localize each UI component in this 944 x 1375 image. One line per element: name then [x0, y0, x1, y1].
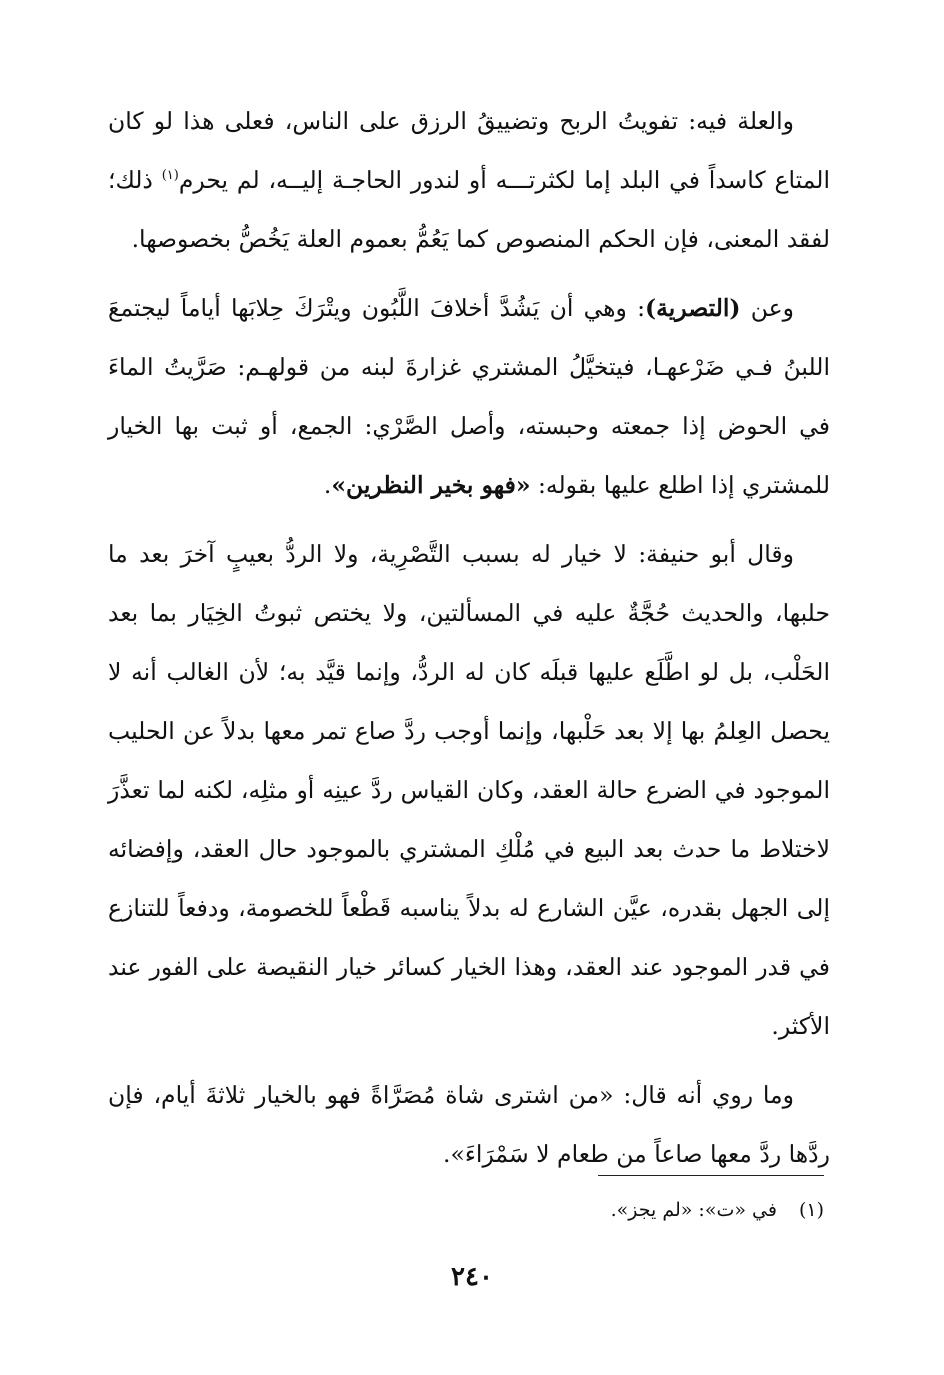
- paragraph-1-text: والعلة فيه: تفويتُ الربح وتضييقُ الرزق على الناس، فعلى هذا لو كان المتاع كاسداً في البلد إما لكثرتـــه أو لندور الحاجـة إليــه، لم يحرم: [108, 107, 830, 194]
- paragraph-2: [108, 279, 830, 515]
- paragraph-1-text-after: ذلك؛ لفقد المعنى، فإن الحكم المنصوص كما يَعُمُّ بعموم العلة يَخُصُّ بخصوصها.: [108, 166, 830, 253]
- footnote-reference: (١): [161, 168, 179, 184]
- footnote: [104, 1195, 824, 1225]
- footnote-number: (١): [798, 1199, 824, 1221]
- footnote-text: في «ت»: «لم يجز».: [610, 1199, 777, 1221]
- main-text: [108, 92, 830, 1184]
- paragraph-1: [108, 92, 830, 269]
- paragraph-2-text-after: .: [323, 471, 332, 499]
- page-number: ٢٤٠: [451, 1262, 493, 1292]
- hadith-quote: «فهو بخير النظرين»: [331, 471, 531, 499]
- paragraph-2-text: : وهي أن يَشُدَّ أخلافَ اللَّبُون ويتْرَكَ حِلابَها أياماً ليجتمعَ اللبنُ فـي ضَرْعهـا، فيتخيَّلُ المشتري غزارةَ لبنه من قولهـم: صَرَّيتُ الماءَ في الحوض إذا جمعته وحبسته، وأصل الصَّرْي: الجمع، أو ثبت بها الخيار للمشتري إذا اطلع عليها بقوله:: [108, 294, 830, 499]
- paragraph-3: [108, 525, 830, 1056]
- paragraph-4-text: وما روي أنه قال: «من اشترى شاة مُصَرَّاةً فهو بالخيار ثلاثةَ أيام، فإن ردَّها ردَّ معها صاعاً من طعام لا سَمْرَاءَ».: [108, 1081, 830, 1168]
- footnote-divider: [598, 1175, 824, 1176]
- term-heading: (التصرية): [645, 294, 741, 322]
- paragraph-3-text: وقال أبو حنيفة: لا خيار له بسبب التَّصْرِية، ولا الردُّ بعيبٍ آخرَ بعد ما حلبها، والحديث حُجَّةٌ عليه في المسألتين، ولا يختص ثبوتُ الخِيَار بما بعد الحَلْب، بل لو اطَّلَع عليها قبلَه كان له الردُّ، وإنما قيَّد به؛ لأن الغالب أنه لا يحصل العِلمُ بها إلا بعد حَلْبها، وإنما أوجب ردَّ صاع تمر معها بدلاً عن الحليب الموجود في الضرع حالة العقد، وكان القياس ردَّ عينِه أو مثلِه، لكنه لما تعذَّرَ لاختلاط ما حدث بعد البيع في مُلْكِ المشتري بالموجود حال العقد، وإفضائه إلى الجهل بقدره، عيَّن الشارع له بدلاً يناسبه قَطْعاً للخصومة، ودفعاً للتنازع في قدر الموجود عند العقد، وهذا الخيار كسائر خيار النقيصة على الفور عند الأكثر.: [108, 540, 830, 1040]
- paragraph-2-lead: وعن: [740, 294, 795, 322]
- paragraph-4: [108, 1066, 830, 1184]
